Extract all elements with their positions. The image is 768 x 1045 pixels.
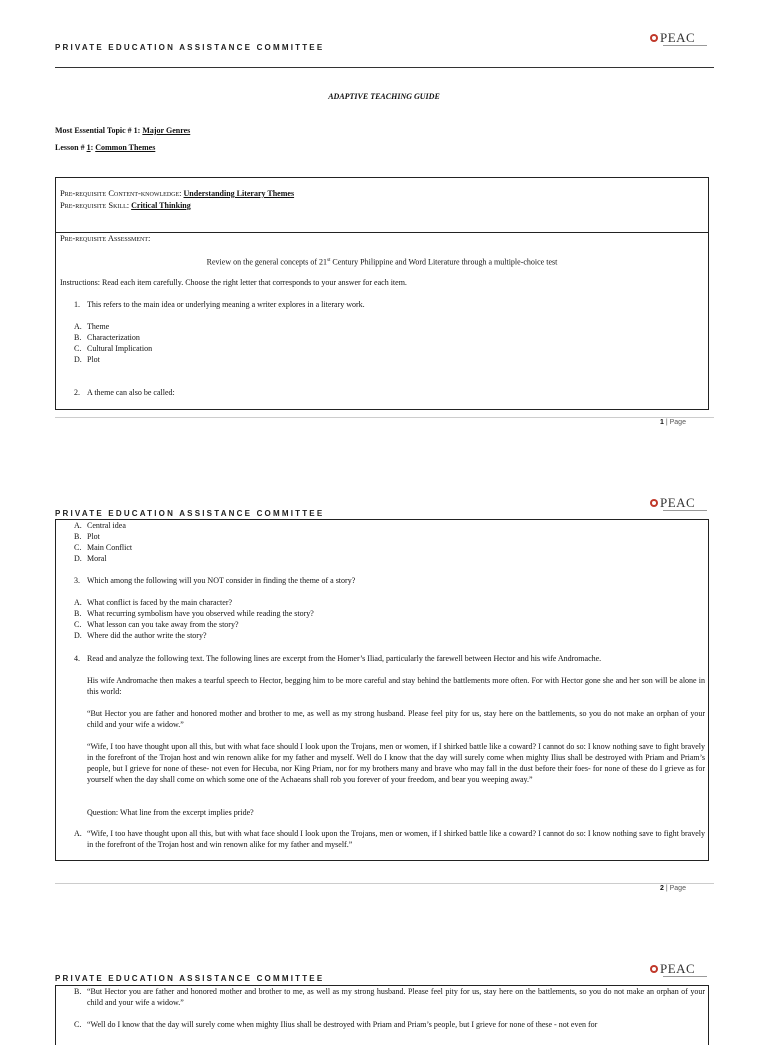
- list-item: B. What recurring symbolism have you observed while reading the story?: [74, 609, 314, 618]
- questions-box-continued: [55, 985, 709, 1045]
- lesson-label: Lesson #: [55, 143, 85, 152]
- q2-number: 2.: [74, 388, 80, 397]
- q4-paragraph-3: “Wife, I too have thought upon all this, but with what face should I look upon the Trojans, men or women, if I shirked battle like a coward? I cannot do so: I know nothing save to fight bravely in the forefront of the Trojan host and win renown alike for my father and myself. Well do I know that the day will surely come when mighty Ilius shall be destroyed with Priam and Priam’s people, but I grieve for none of these- not even for Hecuba, nor King Priam, nor for my brothers many and brave who may fall in the dust before their foes- for none of these do I grieve as for yourself when the day shall come on which some one of the Achaeans shall rob you forever of your freedom, and bear you weeping away.”: [87, 742, 705, 784]
- prereq-content-value: Understanding Literary Themes: [183, 189, 295, 198]
- lesson-line: [55, 143, 155, 152]
- questions-box: [55, 519, 709, 861]
- list-item: C. Cultural Implication: [74, 344, 153, 353]
- q4-choice-a: “Wife, I too have thought upon all this, but with what face should I look upon the Trojans, men or women, if I shirked battle like a coward? I cannot do so: I know nothing save to fight bravely in the forefront of the Trojan host and win renown alike for my father and myself.”: [87, 829, 705, 849]
- q3-number: 3.: [74, 576, 80, 585]
- list-item: D. Plot: [74, 355, 100, 364]
- prereq-box: [55, 177, 709, 410]
- q1-number: 1.: [74, 300, 80, 309]
- peac-logo-icon: [650, 34, 658, 42]
- prereq-content-line: [60, 188, 294, 199]
- topic-value: Major Genres: [142, 126, 191, 135]
- topic-line: [55, 126, 190, 135]
- list-item: D. Where did the author write the story?: [74, 631, 207, 640]
- peac-logo: PEAC: [650, 961, 695, 977]
- q1-text: This refers to the main idea or underlying meaning a writer explores in a literary work.: [87, 300, 365, 309]
- q3-choices: [74, 597, 314, 641]
- lesson-value: Common Themes: [95, 143, 156, 152]
- q4-paragraph-2: “But Hector you are father and honored mother and brother to me, as well as my strong husband. Please feel pity for us, stay here on the battlements, so you do not make an orphan of your child and your wife a widow.”: [87, 709, 705, 729]
- peac-logo: PEAC: [650, 495, 695, 511]
- prereq-skill-value: Critical Thinking: [131, 201, 191, 210]
- page-number: 1 | Page: [660, 419, 686, 426]
- q2-text: A theme can also be called:: [87, 388, 175, 397]
- peac-logo: [650, 30, 695, 46]
- list-item: A. Central idea: [74, 521, 126, 530]
- q4-question: Question: What line from the excerpt implies pride?: [87, 808, 254, 817]
- review-text: Review on the general concepts of 21st Century Philippine and Word Literature through a multiple-choice test: [206, 257, 558, 267]
- page-title: ADAPTIVE TEACHING GUIDE: [328, 92, 440, 101]
- org-name: PRIVATE EDUCATION ASSISTANCE COMMITTEE: [55, 974, 325, 983]
- page-number: 2 | Page: [660, 885, 686, 892]
- list-item: A. Theme: [74, 322, 110, 331]
- list-item: D. Moral: [74, 554, 107, 563]
- choice-b-letter: B.: [74, 987, 82, 996]
- topic-label: Most Essential Topic # 1:: [55, 126, 141, 135]
- list-item: C. What lesson can you take away from the story?: [74, 620, 239, 629]
- prereq-assessment-label: Pre-requisite Assessment:: [60, 233, 151, 243]
- choice-c: “Well do I know that the day will surely come when mighty Ilius shall be destroyed with Priam and Priam’s people, but I grieve for none of these - not even for: [87, 1020, 598, 1029]
- lesson-sep: :: [90, 143, 94, 152]
- lesson-number: 1: [86, 143, 91, 152]
- org-name: PRIVATE EDUCATION ASSISTANCE COMMITTEE: [55, 509, 325, 518]
- q4-text: Read and analyze the following text. The following lines are excerpt from the Homer’s Iliad, particularly the farewell between Hector and his wife Andromache.: [87, 654, 602, 663]
- org-name: PRIVATE EDUCATION ASSISTANCE COMMITTEE: [55, 43, 325, 52]
- q4-paragraph-1: His wife Andromache then makes a tearful speech to Hector, begging him to be more careful and stay behind the battlements more often. For with Hector gone she and her son will be alone in this world:: [87, 676, 705, 696]
- list-item: C. Main Conflict: [74, 543, 133, 552]
- list-item: B. Plot: [74, 532, 100, 541]
- prereq-content-label: Pre-requisite Content-knowledge:: [60, 188, 182, 198]
- q2-choices: [74, 520, 132, 564]
- footer-rule: [55, 883, 714, 884]
- choice-c-letter: C.: [74, 1020, 82, 1029]
- q3-text: Which among the following will you NOT consider in finding the theme of a story?: [87, 576, 356, 585]
- peac-logo-icon: [650, 499, 658, 507]
- instructions: Instructions: Read each item carefully. Choose the right letter that corresponds to your answer for each item.: [60, 278, 407, 287]
- q4-number: 4.: [74, 654, 80, 663]
- prereq-skill-label: Pre-requisite Skill:: [60, 200, 130, 210]
- header-rule: [55, 67, 714, 68]
- list-item: B. Characterization: [74, 333, 140, 342]
- prereq-skill-line: [60, 200, 191, 211]
- q1-choices: [74, 321, 152, 365]
- list-item: A. What conflict is faced by the main character?: [74, 598, 233, 607]
- choice-b: “But Hector you are father and honored mother and brother to me, as well as my strong husband. Please feel pity for us, stay here on the battlements, so you do not make an orphan of your child and your wife a widow.”: [87, 987, 705, 1007]
- peac-logo-icon: [650, 965, 658, 973]
- q4-choice-a-letter: A.: [74, 829, 82, 838]
- footer-rule: [55, 417, 714, 418]
- logo-text: PEAC: [660, 30, 696, 45]
